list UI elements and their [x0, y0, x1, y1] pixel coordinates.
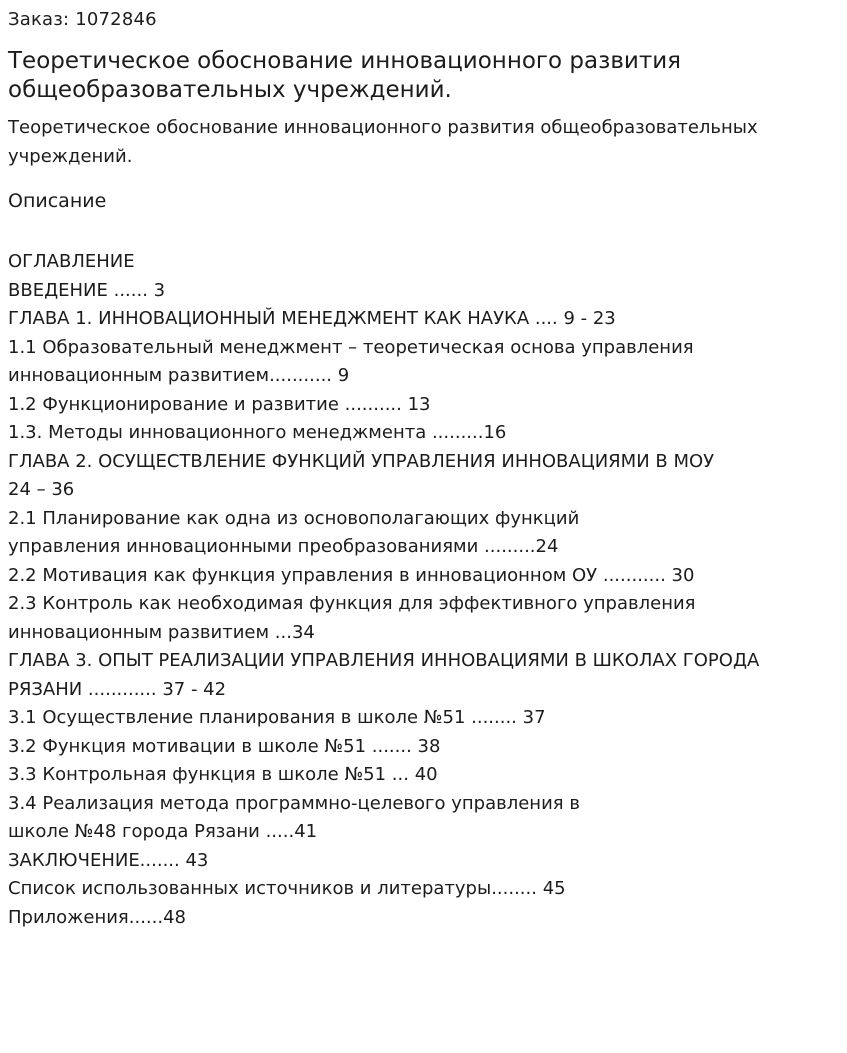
toc-line: 1.2 Функционирование и развитие .......... 13 [8, 393, 431, 415]
toc-line: Приложения......48 [8, 906, 186, 928]
toc-line: ЗАКЛЮЧЕНИЕ....... 43 [8, 849, 209, 871]
toc-line: РЯЗАНИ ............ 37 - 42 [8, 678, 227, 700]
toc-line: ОГЛАВЛЕНИЕ [8, 251, 135, 272]
toc-line: 24 – 36 [8, 479, 75, 500]
toc-line: ГЛАВА 3. ОПЫТ РЕАЛИЗАЦИИ УПРАВЛЕНИЯ ИННОВАЦИЯМИ В ШКОЛАХ ГОРОДА [8, 650, 760, 671]
toc-line: 2.3 Контроль как необходимая функция для эффективного управления [8, 593, 696, 614]
toc-line: инновационным развитием........... 9 [8, 365, 350, 386]
toc-line: 1.3. Методы инновационного менеджмента .........16 [8, 422, 507, 443]
toc-line: ВВЕДЕНИЕ ...... 3 [8, 279, 166, 301]
toc-line: 3.1 Осуществление планирования в школе №51 ........ 37 [8, 707, 546, 728]
table-of-contents [8, 248, 839, 932]
toc-line: ГЛАВА 1. ИННОВАЦИОННЫЙ МЕНЕДЖМЕНТ КАК НАУКА .... 9 - 23 [8, 308, 616, 329]
toc-line: 2.2 Мотивация как функция управления в инновационном ОУ ........... 30 [8, 564, 695, 586]
toc-line: инновационным развитием ...34 [8, 621, 315, 643]
toc-line: ГЛАВА 2. ОСУЩЕСТВЛЕНИЕ ФУНКЦИЙ УПРАВЛЕНИЯ ИННОВАЦИЯМИ В МОУ [8, 450, 715, 472]
toc-line: 3.4 Реализация метода программно-целевого управления в [8, 792, 580, 814]
page-title: Теоретическое обоснование инновационного развития общеобразовательных учреждений. [8, 48, 681, 103]
toc-line: 1.1 Образовательный менеджмент – теоретическая основа управления [8, 336, 694, 358]
toc-line: 2.1 Планирование как одна из основополагающих функций [8, 507, 580, 529]
toc-line: 3.2 Функция мотивации в школе №51 ....... 38 [8, 735, 441, 757]
toc-line: школе №48 города Рязани .....41 [8, 821, 318, 842]
toc-line: управления инновационными преобразованиями .........24 [8, 536, 559, 557]
toc-line: 3.3 Контрольная функция в школе №51 ... 40 [8, 764, 438, 785]
toc-line: Список использованных источников и литературы........ 45 [8, 878, 566, 899]
description-label: Описание [8, 190, 107, 212]
order-number: Заказ: 1072846 [8, 9, 157, 30]
page-subtitle: Теоретическое обоснование инновационного развития общеобразовательных учреждений. [8, 117, 758, 167]
